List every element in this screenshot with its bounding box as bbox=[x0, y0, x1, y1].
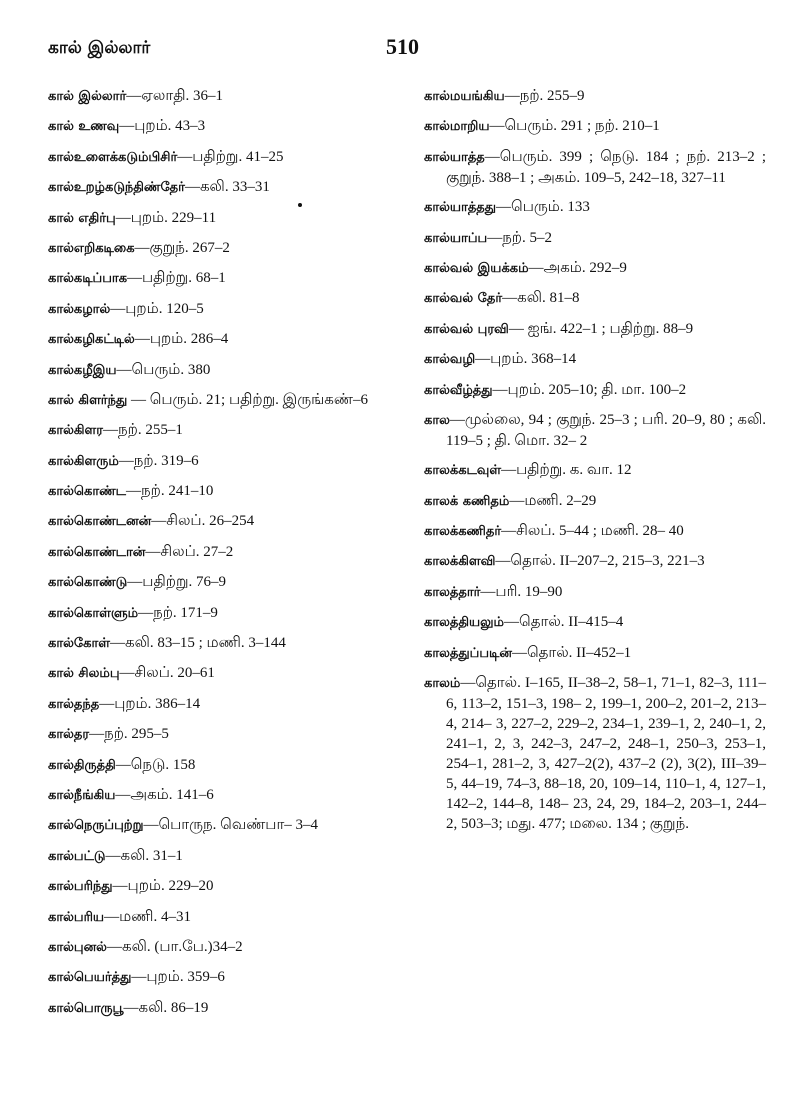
index-entry bbox=[48, 724, 396, 745]
entry-reference: —தொல். II–207–2, 215–3, 221–3 bbox=[495, 553, 705, 570]
entry-reference: —கலி. 31–1 bbox=[105, 847, 183, 864]
index-entry bbox=[48, 907, 396, 928]
index-entry bbox=[48, 694, 396, 715]
entry-headword: கால்கோள் bbox=[48, 636, 110, 652]
entry-reference: —புறம். 229–20 bbox=[112, 878, 214, 895]
entry-reference: —புறம். 120–5 bbox=[110, 300, 204, 317]
entry-reference: —தொல். II–415–4 bbox=[504, 614, 624, 631]
entry-reference: —புறம். 205–10; தி. மா. 100–2 bbox=[492, 381, 687, 398]
entry-headword: கால்வல் புரவி bbox=[424, 321, 509, 337]
entry-headword: கால்பரிந்து bbox=[48, 879, 113, 895]
index-entry bbox=[48, 876, 396, 897]
entry-headword: காலக்கணிதர் bbox=[424, 524, 502, 540]
entry-headword: கால்உளைக்கடும்பிசிர் bbox=[48, 149, 178, 165]
index-entry bbox=[48, 147, 396, 168]
entry-headword: காலம் bbox=[424, 676, 461, 692]
entry-headword: கால்கிளர bbox=[48, 423, 103, 439]
entry-reference: —நற். 171–9 bbox=[138, 604, 218, 621]
entry-reference: —நற். 255–1 bbox=[103, 422, 183, 439]
entry-headword: கால்வழி bbox=[424, 352, 476, 368]
entry-headword: காலக்கிளவி bbox=[424, 554, 496, 570]
page-number: 510 bbox=[386, 34, 419, 59]
entry-reference: —பெரும். 133 bbox=[496, 199, 590, 216]
index-entry bbox=[424, 643, 766, 664]
entry-reference: —பதிற்று. க. வா. 12 bbox=[501, 462, 632, 479]
index-entry bbox=[48, 755, 396, 776]
index-entry bbox=[48, 998, 396, 1019]
page-header bbox=[0, 34, 800, 66]
entry-reference: —ஏலாதி. 36–1 bbox=[126, 88, 224, 104]
entry-headword: கால்நெருப்புற்று bbox=[48, 818, 144, 834]
index-entry bbox=[424, 521, 766, 542]
running-head: கால் இல்லார் bbox=[48, 38, 151, 58]
entry-headword: கால்பரிய bbox=[48, 909, 105, 925]
index-entry bbox=[48, 815, 396, 836]
index-entry bbox=[424, 551, 766, 572]
index-entry bbox=[48, 360, 396, 381]
index-entry bbox=[48, 116, 396, 137]
index-entry bbox=[48, 633, 396, 654]
entry-headword: காலத்தார் bbox=[424, 584, 481, 600]
entry-reference: —பதிற்று. 76–9 bbox=[127, 574, 226, 591]
entry-headword: கால்வீழ்த்து bbox=[424, 382, 493, 398]
entry-reference: —நற். 319–6 bbox=[118, 452, 199, 469]
entry-headword: கால்கடிப்பாக bbox=[48, 271, 128, 287]
entry-reference: —அகம். 141–6 bbox=[115, 786, 214, 803]
entry-reference: —நற். 295–5 bbox=[89, 726, 169, 743]
index-entry bbox=[48, 967, 396, 988]
entry-reference: —பெரும். 380 bbox=[116, 361, 211, 378]
index-entry bbox=[424, 491, 766, 512]
entry-headword: கால்வல் தேர் bbox=[424, 291, 503, 307]
entry-reference: —கலி. 33–31 bbox=[184, 179, 270, 196]
entry-headword: கால்யாத்த bbox=[424, 149, 485, 165]
index-entry bbox=[48, 329, 396, 350]
index-entry bbox=[424, 288, 766, 309]
index-entry bbox=[424, 116, 766, 137]
index-entry bbox=[424, 86, 766, 107]
entry-headword: கால bbox=[424, 412, 450, 428]
entry-reference: —புறம். 386–14 bbox=[99, 695, 201, 712]
right-column bbox=[424, 86, 766, 843]
index-entry bbox=[48, 846, 396, 867]
entry-reference: —கலி. 86–19 bbox=[123, 999, 209, 1016]
entry-headword: காலக்கடவுள் bbox=[424, 463, 502, 479]
entry-reference: —புறம். 286–4 bbox=[134, 331, 229, 348]
index-entry bbox=[424, 673, 766, 834]
entry-headword: கால் சிலம்பு bbox=[48, 666, 120, 682]
entry-headword: காலத்துப்படின் bbox=[424, 645, 512, 661]
entry-reference: —பெரும். 291 ; நற். 210–1 bbox=[489, 118, 660, 135]
entry-headword: கால்தந்த bbox=[48, 696, 100, 712]
index-entry bbox=[48, 663, 396, 684]
entry-headword: காலத்தியலும் bbox=[424, 615, 505, 631]
entry-reference: —புறம். 43–3 bbox=[119, 118, 206, 135]
entry-reference: — ஐங். 422–1 ; பதிற்று. 88–9 bbox=[508, 320, 694, 337]
entry-headword: கால்திருத்தி bbox=[48, 757, 116, 773]
index-entry bbox=[424, 197, 766, 218]
index-entry bbox=[48, 542, 396, 563]
index-entry bbox=[48, 208, 396, 229]
index-entry bbox=[424, 582, 766, 603]
index-entry bbox=[424, 612, 766, 633]
index-entry bbox=[48, 937, 396, 958]
entry-reference: —முல்லை, 94 ; குறுந். 25–3 ; பரி. 20–9, 80 ; கலி. 119–5 ; தி. மொ. 32– 2 bbox=[446, 411, 766, 449]
entry-reference: —குறுந். 267–2 bbox=[134, 239, 230, 256]
entry-reference: —சிலப். 20–61 bbox=[119, 665, 215, 682]
entry-reference: —சிலப். 27–2 bbox=[145, 543, 234, 560]
ink-speck bbox=[298, 203, 302, 207]
entry-reference: —நற். 241–10 bbox=[126, 483, 214, 500]
index-entry bbox=[48, 451, 396, 472]
entry-headword: காலக் கணிதம் bbox=[424, 493, 510, 509]
index-entry bbox=[424, 258, 766, 279]
entry-headword: கால்கழீஇய bbox=[48, 362, 117, 378]
entry-reference: —நெடு. 158 bbox=[115, 756, 196, 773]
entry-headword: கால்கொண்டனன் bbox=[48, 514, 152, 530]
entry-headword: கால்எறிகடிகை bbox=[48, 240, 135, 256]
index-entry bbox=[48, 785, 396, 806]
entry-reference: —பதிற்று. 68–1 bbox=[127, 270, 226, 287]
index-entry bbox=[424, 460, 766, 481]
index-entry bbox=[48, 268, 396, 289]
entry-headword: கால்கொண்டான் bbox=[48, 544, 146, 560]
index-entry bbox=[424, 349, 766, 370]
entry-reference: —மணி. 4–31 bbox=[104, 908, 191, 925]
index-entry bbox=[424, 410, 766, 451]
entry-reference: —பரி. 19–90 bbox=[480, 583, 563, 600]
entry-reference: —புறம். 359–6 bbox=[131, 969, 225, 986]
entry-reference: —தொல். II–452–1 bbox=[511, 644, 632, 661]
entry-headword: கால்கழிகட்டில் bbox=[48, 332, 135, 348]
entry-reference: —தொல். I–165, II–38–2, 58–1, 71–1, 82–3, 111–6, 113–2, 151–3, 198– 2, 199–1, 200–2, 201–2, 213–4, 214– 3, 227–2, 229–2, 234–1, 239–1, 2, 240–1, 2, 241–1, 2, 3, 242–3, 247–2, 248–1, 250–3, 253–1, 254–1, 281–2, 3, 427–2(2), 437–2 (2), 3(2), III–39– 5, 44–19, 74–3, 88–18, 20, 109–14, 110–1, 4, 127–1, 142–2, 144–8, 148– 23, 24, 29, 184–2, 203–1, 244–2, 503–3; மது. 477; மலை. 134 ; குறுந். bbox=[446, 675, 766, 833]
index-entry bbox=[48, 86, 396, 107]
entry-reference: —நற். 5–2 bbox=[487, 229, 553, 246]
entry-reference: —சிலப். 5–44 ; மணி. 28– 40 bbox=[501, 523, 684, 540]
entry-reference: —கலி. (பா.பே.)34–2 bbox=[106, 938, 243, 955]
entry-headword: கால் எதிர்பு bbox=[48, 210, 116, 226]
index-entry bbox=[424, 228, 766, 249]
index-entry bbox=[48, 177, 396, 198]
entry-reference: —புறம். 229–11 bbox=[115, 209, 217, 226]
entry-headword: கால் கிளர்ந்து bbox=[48, 392, 128, 408]
entry-reference: —கலி. 83–15 ; மணி. 3–144 bbox=[109, 635, 286, 652]
entry-reference: —புறம். 368–14 bbox=[475, 351, 577, 368]
entry-reference: —அகம். 292–9 bbox=[528, 259, 627, 276]
index-entry bbox=[424, 147, 766, 188]
entry-reference: —பெரும். 399 ; நெடு. 184 ; நற். 213–2 ; குறுந். 388–1 ; அகம். 109–5, 242–18, 327–11 bbox=[446, 148, 766, 186]
entry-reference: —நற். 255–9 bbox=[504, 88, 585, 104]
entry-headword: கால்கிளரும் bbox=[48, 453, 119, 469]
index-entry bbox=[48, 238, 396, 259]
entry-reference: —சிலப். 26–254 bbox=[151, 513, 255, 530]
entry-headword: கால்கழால் bbox=[48, 301, 111, 317]
index-entry bbox=[48, 390, 396, 411]
entry-reference: —பொருந. வெண்பா– 3–4 bbox=[143, 817, 319, 834]
index-entry bbox=[424, 319, 766, 340]
entry-reference: — பெரும். 21; பதிற்று. இருங்கண்–6 bbox=[127, 391, 368, 408]
entry-headword: கால்புனல் bbox=[48, 939, 107, 955]
entry-reference: —கலி. 81–8 bbox=[502, 290, 580, 307]
entry-headword: கால்தர bbox=[48, 727, 90, 743]
index-entry bbox=[48, 420, 396, 441]
index-entry bbox=[48, 481, 396, 502]
index-entry bbox=[48, 299, 396, 320]
index-entry bbox=[424, 380, 766, 401]
entry-headword: கால்கொள்ளும் bbox=[48, 605, 139, 621]
entry-headword: கால்பட்டு bbox=[48, 848, 106, 864]
entry-headword: கால்கொண்ட bbox=[48, 484, 127, 500]
entry-headword: கால்நீங்கிய bbox=[48, 787, 116, 803]
entry-reference: —பதிற்று. 41–25 bbox=[177, 148, 284, 165]
entry-headword: கால் இல்லார் bbox=[48, 89, 127, 104]
entry-headword: கால்வல் இயக்கம் bbox=[424, 260, 529, 276]
left-column bbox=[48, 86, 396, 1028]
entry-reference: —மணி. 2–29 bbox=[509, 492, 597, 509]
entry-headword: கால்உறழ்கடுந்திண்தேர் bbox=[48, 180, 185, 196]
index-entry bbox=[48, 572, 396, 593]
index-entry bbox=[48, 511, 396, 532]
entry-headword: கால்யாத்தது bbox=[424, 200, 497, 216]
entry-headword: கால்மயங்கிய bbox=[424, 89, 505, 104]
entry-headword: கால் உணவு bbox=[48, 119, 120, 135]
entry-headword: கால்பொருபூ bbox=[48, 1000, 124, 1016]
index-entry bbox=[48, 603, 396, 624]
entry-headword: கால்கொண்டு bbox=[48, 575, 128, 591]
entry-headword: கால்யாப்ப bbox=[424, 230, 488, 246]
entry-headword: கால்பெயர்த்து bbox=[48, 970, 132, 986]
entry-headword: கால்மாறிய bbox=[424, 119, 490, 135]
